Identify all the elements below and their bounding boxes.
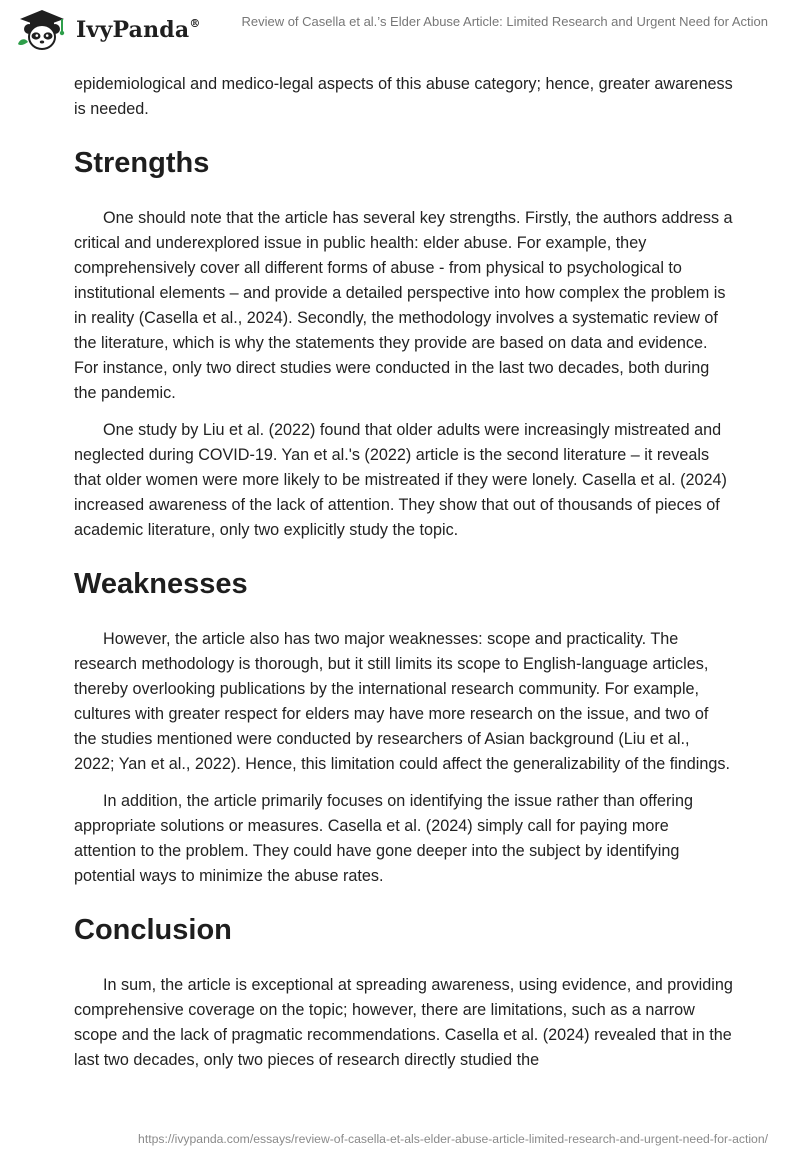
strengths-paragraph-2: One study by Liu et al. (2022) found that older adults were increasingly mistreated and neglected during COVID-19. Yan et al.'s (2022) article is the second literature – it reveals that older women were more likely to be mistreated if they were lonely. Casella et al. (2024) increased awareness of the lack of attention. They show that out of thousands of pieces of academic literature, only two explicitly study the topic. bbox=[74, 421, 727, 539]
source-url[interactable]: https://ivypanda.com/essays/review-of-casella-et-als-elder-abuse-article-limited-research-and-urgent-need-for-action/ bbox=[138, 1132, 768, 1146]
page-header bbox=[0, 0, 800, 48]
intro-paragraph-tail: epidemiological and medico-legal aspects of this abuse category; hence, greater awareness is needed. bbox=[74, 75, 733, 118]
brand-logo[interactable] bbox=[14, 8, 201, 52]
conclusion-paragraph-1: In sum, the article is exceptional at spreading awareness, using evidence, and providing comprehensive coverage on the topic; however, there are limitations, such as a narrow scope and the lack of pragmatic recommendations. Casella et al. (2024) revealed that in the last two decades, only two pieces of research directly studied the bbox=[74, 976, 733, 1069]
panda-graduate-logo-icon bbox=[14, 8, 70, 52]
strengths-paragraph-1: One should note that the article has several key strengths. Firstly, the authors address a critical and underexplored issue in public health: elder abuse. For example, they comprehensively cover all different forms of abuse - from physical to psychological to institutional elements – and provide a detailed perspective into how complex the problem is in reality (Casella et al., 2024). Secondly, the methodology involves a systematic review of the literature, which is why the statements they provide are based on data and evidence. For instance, only two direct studies were conducted in the last two decades, both during the pandemic. bbox=[74, 209, 733, 402]
weaknesses-paragraph-1: However, the article also has two major weaknesses: scope and practicality. The research methodology is thorough, but it still limits its scope to English-language articles, thereby overlooking publications by the international research community. For example, cultures with greater respect for elders may have more research on the issue, and two of the studies mentioned were conducted by researchers of Asian background (Liu et al., 2022; Yan et al., 2022). Hence, this limitation could affect the generalizability of the findings. bbox=[74, 630, 730, 773]
section-heading-strengths: Strengths bbox=[74, 147, 210, 179]
document-title: Review of Casella et al.’s Elder Abuse Article: Limited Research and Urgent Need for Action bbox=[241, 14, 768, 29]
section-heading-conclusion: Conclusion bbox=[74, 914, 232, 946]
weaknesses-paragraph-2: In addition, the article primarily focuses on identifying the issue rather than offering appropriate solutions or measures. Casella et al. (2024) simply call for paying more attention to the problem. They could have gone deeper into the subject by identifying potential ways to minimize the abuse rates. bbox=[74, 792, 693, 885]
brand-name: IvyPanda® bbox=[76, 16, 201, 43]
essay-body bbox=[74, 72, 734, 1073]
section-heading-weaknesses: Weaknesses bbox=[74, 568, 248, 600]
